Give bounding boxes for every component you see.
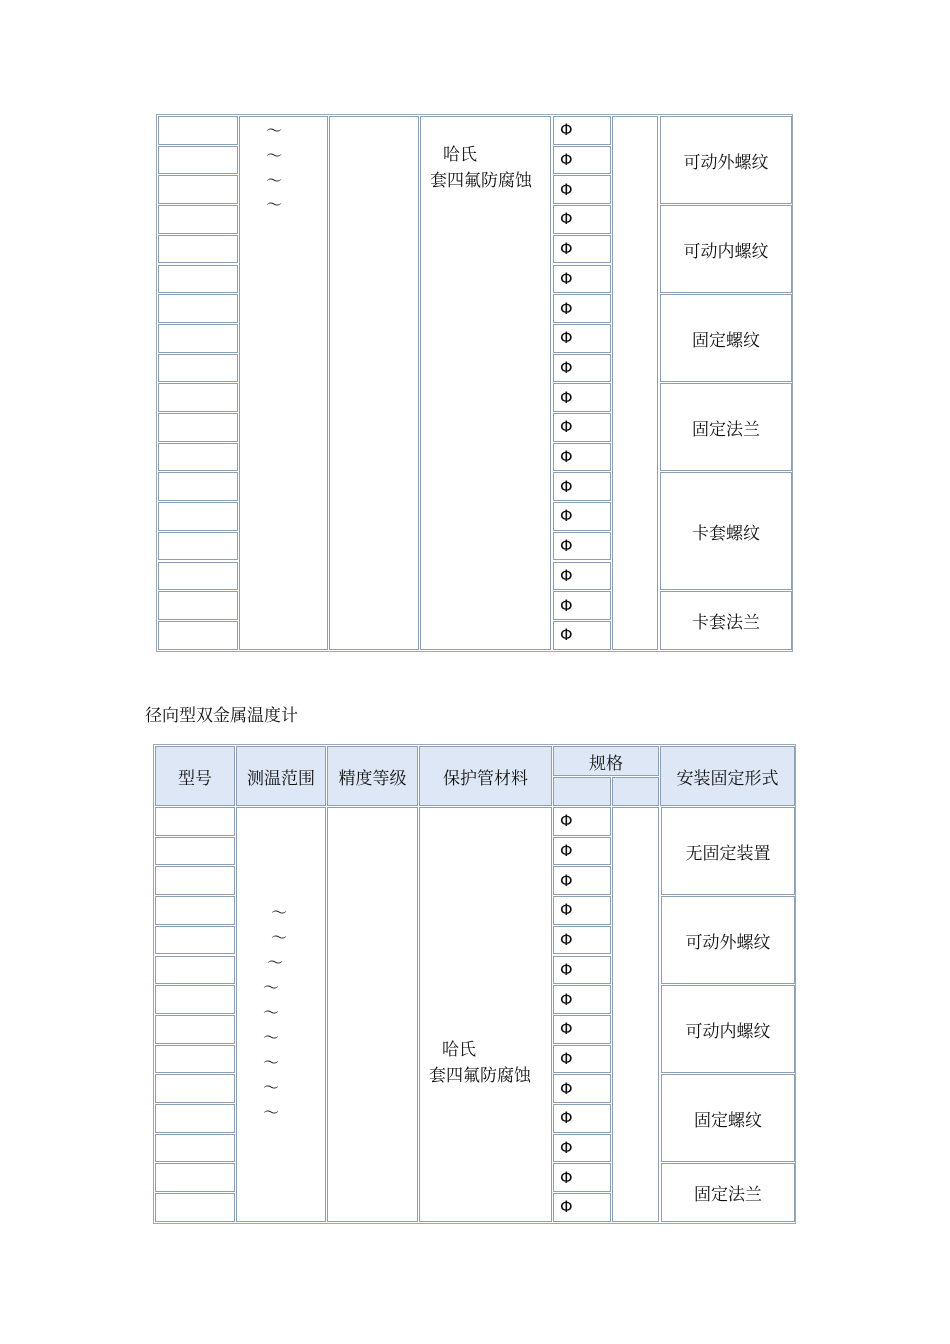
model-cell — [158, 354, 238, 383]
mount-cell: 可动外螺纹 — [661, 896, 795, 984]
spec-phi-cell: Φ — [553, 1104, 611, 1133]
model-cell — [158, 383, 238, 412]
model-cell — [155, 956, 235, 985]
model-cell — [158, 146, 238, 175]
model-cell — [158, 443, 238, 472]
spec-phi-cell: Φ — [553, 116, 611, 145]
mount-cell: 无固定装置 — [661, 807, 795, 895]
range-tilde: ～ — [263, 1053, 280, 1072]
section-caption: 径向型双金属温度计 — [145, 706, 298, 726]
model-cell — [155, 837, 235, 866]
spec-phi-cell: Φ — [553, 621, 611, 650]
spec-phi-cell: Φ — [553, 532, 611, 561]
model-cell — [158, 175, 238, 204]
spec-phi-cell: Φ — [553, 1074, 611, 1103]
range-column — [236, 807, 326, 1222]
header-range: 测温范围 — [236, 746, 326, 806]
model-cell — [158, 621, 238, 650]
spec-phi-cell: Φ — [553, 807, 611, 836]
spec-phi-cell: Φ — [553, 837, 611, 866]
spec-phi-cell: Φ — [553, 265, 611, 294]
range-tilde: ～ — [263, 1003, 280, 1022]
material-column — [419, 807, 552, 1222]
spec-phi-cell: Φ — [553, 294, 611, 323]
mount-cell: 卡套螺纹 — [660, 472, 792, 590]
model-cell — [155, 807, 235, 836]
spec-phi-cell: Φ — [553, 1015, 611, 1044]
spec-phi-cell: Φ — [553, 175, 611, 204]
range-tilde: ～ — [266, 195, 283, 214]
model-cell — [155, 1134, 235, 1163]
mount-cell: 卡套法兰 — [660, 591, 792, 650]
range-tilde: ～ — [266, 146, 283, 165]
header-spec-sub-2 — [612, 777, 659, 806]
model-cell — [158, 591, 238, 620]
spec-phi-cell: Φ — [553, 383, 611, 412]
mount-cell: 固定螺纹 — [661, 1074, 795, 1162]
mount-cell: 固定法兰 — [661, 1163, 795, 1222]
range-tilde: ～ — [263, 978, 280, 997]
model-cell — [158, 532, 238, 561]
model-cell — [155, 1163, 235, 1192]
header-mount: 安装固定形式 — [660, 746, 795, 806]
spec-phi-cell: Φ — [553, 866, 611, 895]
spec-phi-cell: Φ — [553, 443, 611, 472]
spec-phi-cell: Φ — [553, 1163, 611, 1192]
accuracy-column — [329, 116, 419, 650]
mount-cell: 可动内螺纹 — [661, 985, 795, 1073]
model-cell — [155, 1045, 235, 1074]
spec-phi-cell: Φ — [553, 502, 611, 531]
spec-phi-cell: Φ — [553, 354, 611, 383]
range-tilde: ～ — [271, 928, 288, 947]
model-cell — [158, 562, 238, 591]
spec-phi-cell: Φ — [553, 1134, 611, 1163]
spec-subcolumn — [612, 116, 658, 650]
model-cell — [155, 1104, 235, 1133]
accuracy-column — [327, 807, 418, 1222]
spec-phi-cell: Φ — [553, 562, 611, 591]
spec-phi-cell: Φ — [553, 956, 611, 985]
spec-phi-cell: Φ — [553, 205, 611, 234]
spec-phi-cell: Φ — [553, 896, 611, 925]
model-cell — [155, 926, 235, 955]
spec-phi-cell: Φ — [553, 413, 611, 442]
spec-phi-cell: Φ — [553, 235, 611, 264]
model-cell — [158, 116, 238, 145]
mount-cell: 固定螺纹 — [660, 294, 792, 382]
mount-cell: 固定法兰 — [660, 383, 792, 471]
range-tilde: ～ — [263, 1078, 280, 1097]
spec-phi-cell: Φ — [553, 324, 611, 353]
model-cell — [158, 472, 238, 501]
model-cell — [155, 1193, 235, 1222]
material-line-1: 哈氏 — [442, 1040, 476, 1060]
model-cell — [155, 985, 235, 1014]
spec-phi-cell: Φ — [553, 1045, 611, 1074]
range-tilde: ～ — [263, 1028, 280, 1047]
model-cell — [158, 413, 238, 442]
model-cell — [155, 1074, 235, 1103]
material-line-1: 哈氏 — [443, 145, 477, 165]
model-cell — [158, 324, 238, 353]
header-spec: 规格 — [553, 746, 659, 776]
model-cell — [158, 294, 238, 323]
range-tilde: ～ — [271, 903, 288, 922]
model-cell — [158, 205, 238, 234]
model-cell — [158, 235, 238, 264]
header-accuracy: 精度等级 — [327, 746, 418, 806]
spec-phi-cell: Φ — [553, 146, 611, 175]
material-column — [420, 116, 551, 650]
mount-cell: 可动内螺纹 — [660, 205, 792, 293]
model-cell — [155, 866, 235, 895]
spec-phi-cell: Φ — [553, 472, 611, 501]
model-cell — [155, 1015, 235, 1044]
header-spec-sub-1 — [553, 777, 611, 806]
model-cell — [155, 896, 235, 925]
mount-cell: 可动外螺纹 — [660, 116, 792, 204]
header-model: 型号 — [155, 746, 235, 806]
model-cell — [158, 265, 238, 294]
model-cell — [158, 502, 238, 531]
range-column — [239, 116, 328, 650]
spec-phi-cell: Φ — [553, 926, 611, 955]
spec-phi-cell: Φ — [553, 985, 611, 1014]
range-tilde: ～ — [267, 953, 284, 972]
material-line-2: 套四氟防腐蚀 — [429, 1066, 531, 1086]
range-tilde: ～ — [266, 121, 283, 140]
header-material: 保护管材料 — [419, 746, 552, 806]
spec-phi-cell: Φ — [553, 591, 611, 620]
spec-phi-cell: Φ — [553, 1193, 611, 1222]
range-tilde: ～ — [263, 1103, 280, 1122]
range-tilde: ～ — [266, 171, 283, 190]
spec-subcolumn — [612, 807, 659, 1222]
material-line-2: 套四氟防腐蚀 — [430, 171, 532, 191]
